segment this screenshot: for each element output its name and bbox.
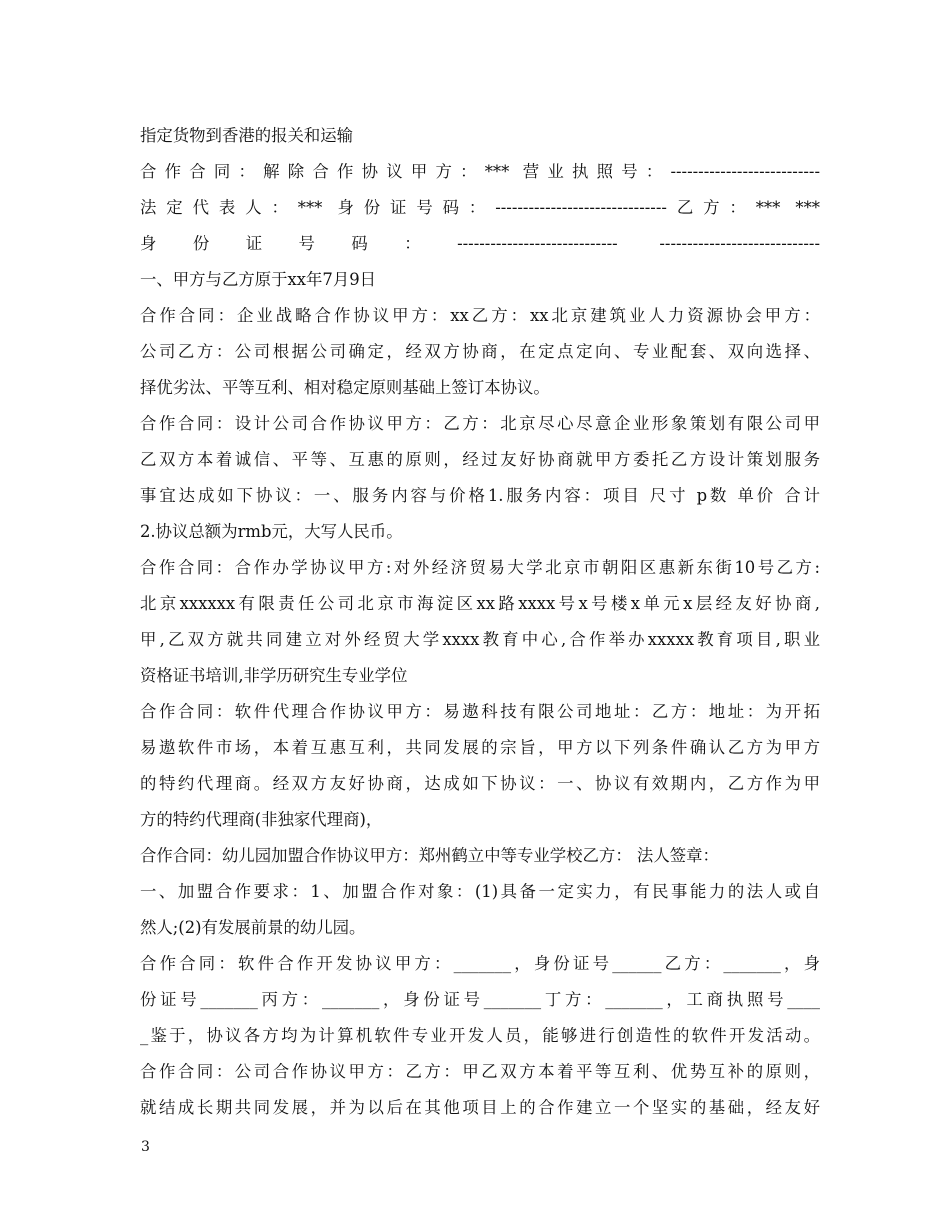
- text-line: 合作合同：设计公司合作协议甲方：乙方：北京尽心尽意企业形象策划有限公司甲: [140, 414, 820, 433]
- document-title: 指定货物到香港的报关和运输: [140, 126, 354, 145]
- document-body: [140, 118, 820, 1126]
- text-line: 北京xxxxxx有限责任公司北京市海淀区xx路xxxx号x号楼x单元x层经友好协商,: [140, 594, 820, 613]
- text-line: 合作合同：解除合作协议甲方：*** 营业执照号：---------------------------: [140, 162, 820, 181]
- text-line: _鉴于，协议各方均为计算机软件专业开发人员，能够进行创造性的软件开发活动。: [140, 1026, 820, 1045]
- text-line: 一、加盟合作要求：1、加盟合作对象：(1)具备一定实力，有民事能力的法人或自: [140, 882, 820, 901]
- text-line: 事宜达成如下协议：一、服务内容与价格1.服务内容：项目 尺寸 p数 单价 合计: [140, 486, 820, 505]
- text-line: 法定代表人：*** 身份证号码：-------------------------------乙方：*** ***: [140, 198, 820, 217]
- text-line: 甲,乙双方就共同建立对外经贸大学xxxx教育中心,合作举办xxxxx教育项目,职业: [140, 630, 820, 649]
- text-line: 合作合同：企业战略合作协议甲方：xx乙方：xx北京建筑业人力资源协会甲方：: [140, 306, 820, 325]
- text-line: 一、甲方与乙方原于xx年7月9日: [140, 270, 377, 289]
- page-number: 3: [141, 1139, 150, 1155]
- text-line: 然人;(2)有发展前景的幼儿园。: [140, 918, 366, 937]
- text-line: 的特约代理商。经双方友好协商，达成如下协议：一、协议有效期内，乙方作为甲: [140, 774, 820, 793]
- text-line: 公司乙方：公司根据公司确定，经双方协商，在定点定向、专业配套、双向选择、: [140, 342, 820, 361]
- text-line: 合作合同：公司合作协议甲方：乙方：甲乙双方本着平等互利、优势互补的原则，: [140, 1062, 820, 1081]
- text-line: 份证号_______丙方：_______，身份证号_______丁方：_______，工商执照号____: [140, 990, 820, 1009]
- text-line: 合作合同：幼儿园加盟合作协议甲方：郑州鹤立中等专业学校乙方： 法人签章：: [140, 846, 719, 865]
- text-line: 就结成长期共同发展，并为以后在其他项目上的合作建立一个坚实的基础，经友好: [140, 1098, 820, 1117]
- text-line: 乙双方本着诚信、平等、互惠的原则，经过友好协商就甲方委托乙方设计策划服务: [140, 450, 820, 469]
- text-line: 择优劣汰、平等互利、相对稳定原则基础上签订本协议。: [140, 378, 550, 397]
- text-line: 合作合同：软件合作开发协议甲方：_______，身份证号______乙方：_______，身: [140, 954, 820, 973]
- text-line: 身份证号码：----------------------------- -----------------------------: [140, 234, 820, 253]
- text-line: 方的特约代理商(非独家代理商)，: [140, 810, 383, 829]
- text-line: 资格证书培训,非学历研究生专业学位: [140, 666, 408, 685]
- text-line: 2.协议总额为rmb元，大写人民币。: [140, 522, 403, 541]
- text-line: 易遨软件市场，本着互惠互利，共同发展的宗旨，甲方以下列条件确认乙方为甲方: [140, 738, 820, 757]
- text-line: 合作合同：软件代理合作协议甲方：易遨科技有限公司地址：乙方：地址：为开拓: [140, 702, 820, 721]
- text-line: 合作合同：合作办学协议甲方:对外经济贸易大学北京市朝阳区惠新东街10号乙方:: [140, 558, 820, 577]
